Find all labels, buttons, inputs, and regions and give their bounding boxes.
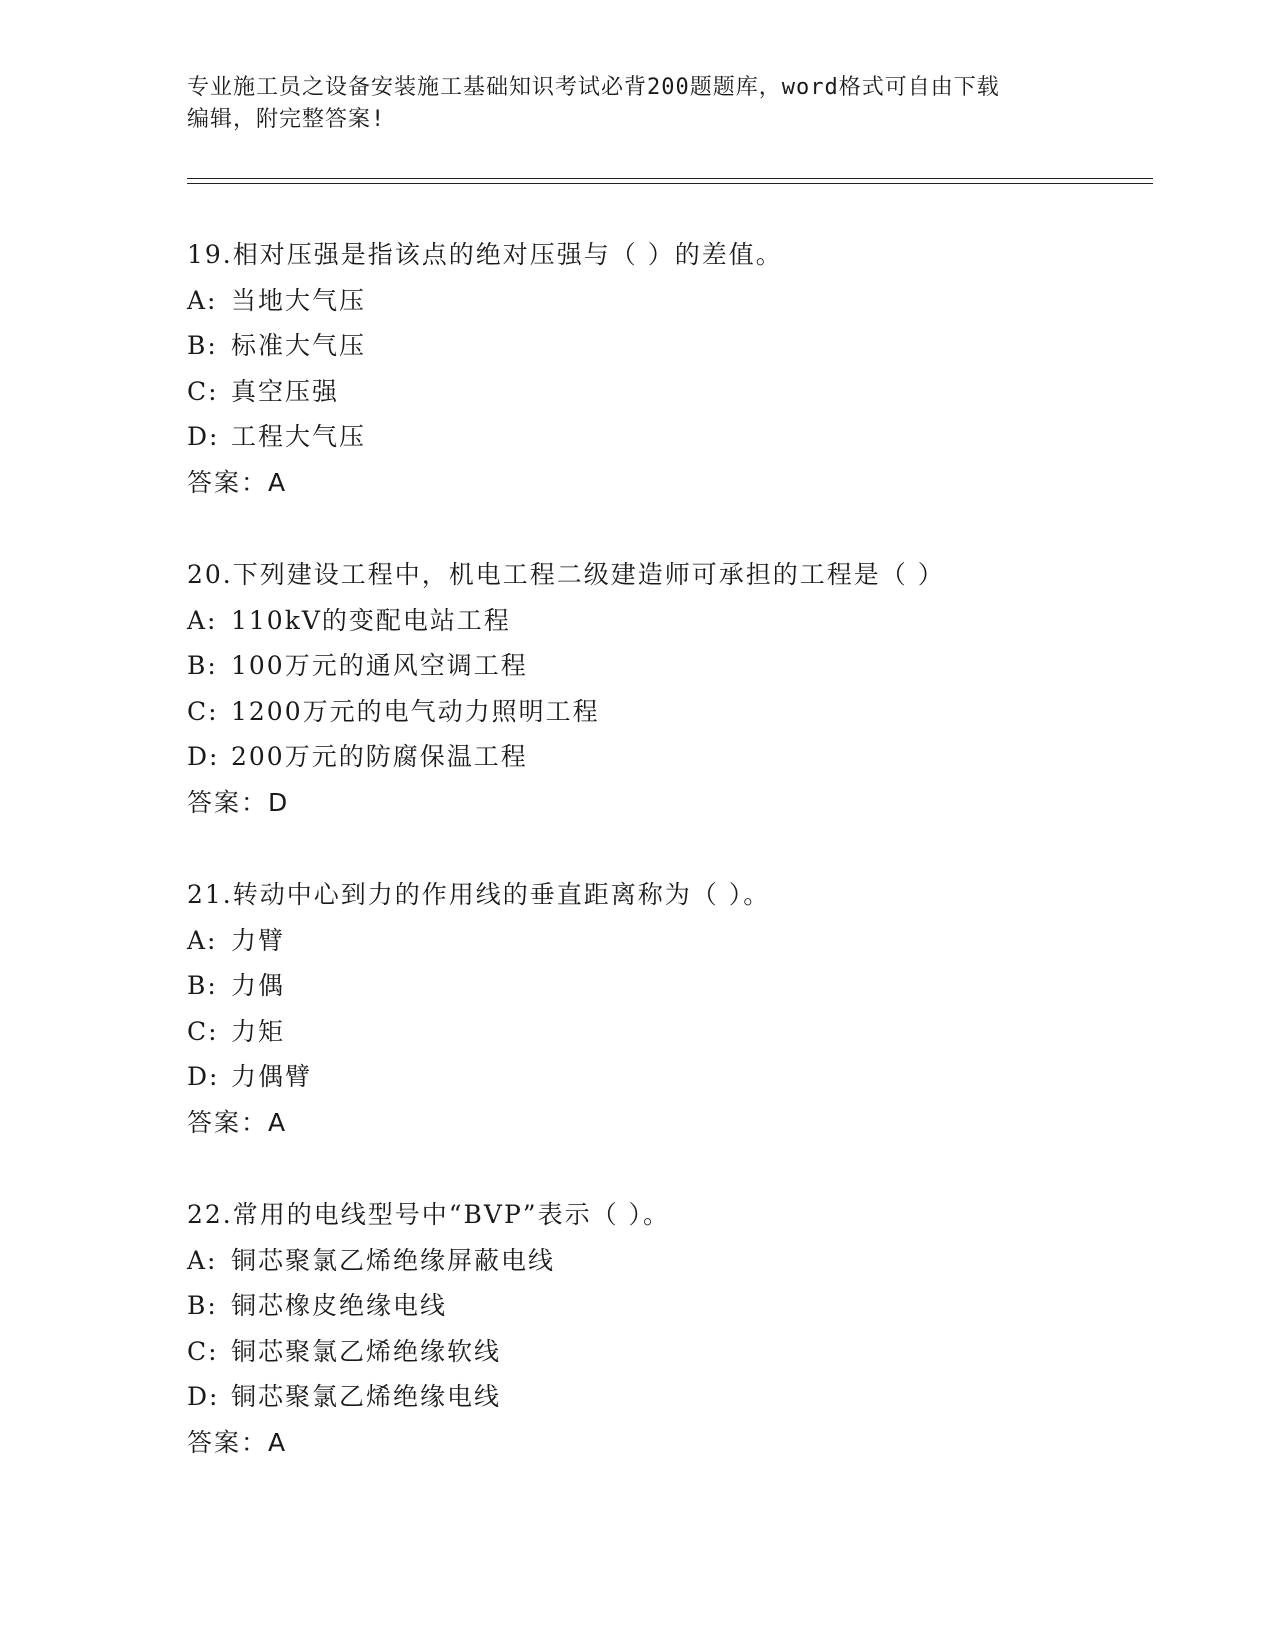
header-line-1: 专业施工员之设备安装施工基础知识考试必背200题题库，word格式可自由下载 [187, 75, 1000, 100]
option-label: A: [187, 605, 218, 635]
option-d [187, 414, 1147, 460]
option-text: 100万元的通风空调工程 [231, 651, 528, 680]
option-text: 力矩 [231, 1016, 286, 1046]
option-label: D: [187, 1062, 220, 1091]
option-text: 1200万元的电气动力照明工程 [231, 696, 600, 726]
answer-line: 答案：D [187, 787, 290, 817]
question-stem: 20.下列建设工程中，机电工程二级建造师可承担的工程是（ ） [187, 560, 945, 589]
option-c [187, 1009, 1147, 1055]
option-c [187, 1329, 1147, 1375]
option-label: A: [187, 925, 218, 955]
option-label: C: [187, 1016, 219, 1046]
question-block [187, 552, 1147, 872]
header-divider-bottom [187, 183, 1153, 184]
option-text: 铜芯聚氯乙烯绝缘屏蔽电线 [231, 1245, 556, 1275]
option-text: 力偶 [231, 971, 286, 1000]
option-text: 真空压强 [231, 376, 340, 406]
option-label: A: [187, 285, 218, 315]
option-text: 当地大气压 [231, 285, 367, 315]
option-text: 铜芯聚氯乙烯绝缘软线 [231, 1336, 502, 1366]
question-stem: 21.转动中心到力的作用线的垂直距离称为（ ）。 [187, 880, 771, 909]
answer-line: 答案：A [187, 1427, 288, 1457]
option-b [187, 643, 1147, 689]
question-list [187, 232, 1147, 1512]
option-label: A: [187, 1245, 218, 1275]
option-label: D: [187, 742, 220, 771]
option-text: 铜芯聚氯乙烯绝缘电线 [231, 1382, 502, 1411]
document-header [187, 72, 1087, 136]
option-label: B: [187, 971, 218, 1000]
question-block [187, 872, 1147, 1192]
option-text: 铜芯橡皮绝缘电线 [231, 1291, 448, 1320]
option-label: B: [187, 651, 218, 680]
option-d [187, 1374, 1147, 1420]
option-b [187, 1283, 1147, 1329]
option-text: 标准大气压 [231, 331, 367, 360]
option-label: D: [187, 1382, 220, 1411]
option-label: C: [187, 376, 219, 406]
option-d [187, 734, 1147, 780]
option-label: D: [187, 422, 220, 451]
option-b [187, 323, 1147, 369]
option-label: B: [187, 1291, 218, 1320]
answer-line: 答案：A [187, 1107, 288, 1137]
option-b [187, 963, 1147, 1009]
question-block [187, 232, 1147, 552]
question-stem: 22.常用的电线型号中“BVP”表示（ ）。 [187, 1200, 671, 1229]
question-block [187, 1192, 1147, 1512]
option-text: 力偶臂 [231, 1062, 313, 1091]
option-a [187, 1238, 1147, 1284]
option-label: B: [187, 331, 218, 360]
option-text: 200万元的防腐保温工程 [231, 742, 528, 771]
option-d [187, 1054, 1147, 1100]
option-text: 力臂 [231, 925, 286, 955]
option-a [187, 278, 1147, 324]
option-text: 工程大气压 [231, 422, 367, 451]
option-a [187, 598, 1147, 644]
answer-line: 答案：A [187, 467, 288, 497]
option-c [187, 689, 1147, 735]
option-text: 110kV的变配电站工程 [231, 605, 511, 635]
header-divider-top [187, 178, 1153, 179]
header-line-2: 编辑，附完整答案! [187, 107, 386, 132]
question-stem: 19.相对压强是指该点的绝对压强与（ ）的差值。 [187, 240, 783, 269]
option-label: C: [187, 1336, 219, 1366]
option-c [187, 369, 1147, 415]
option-a [187, 918, 1147, 964]
option-label: C: [187, 696, 219, 726]
